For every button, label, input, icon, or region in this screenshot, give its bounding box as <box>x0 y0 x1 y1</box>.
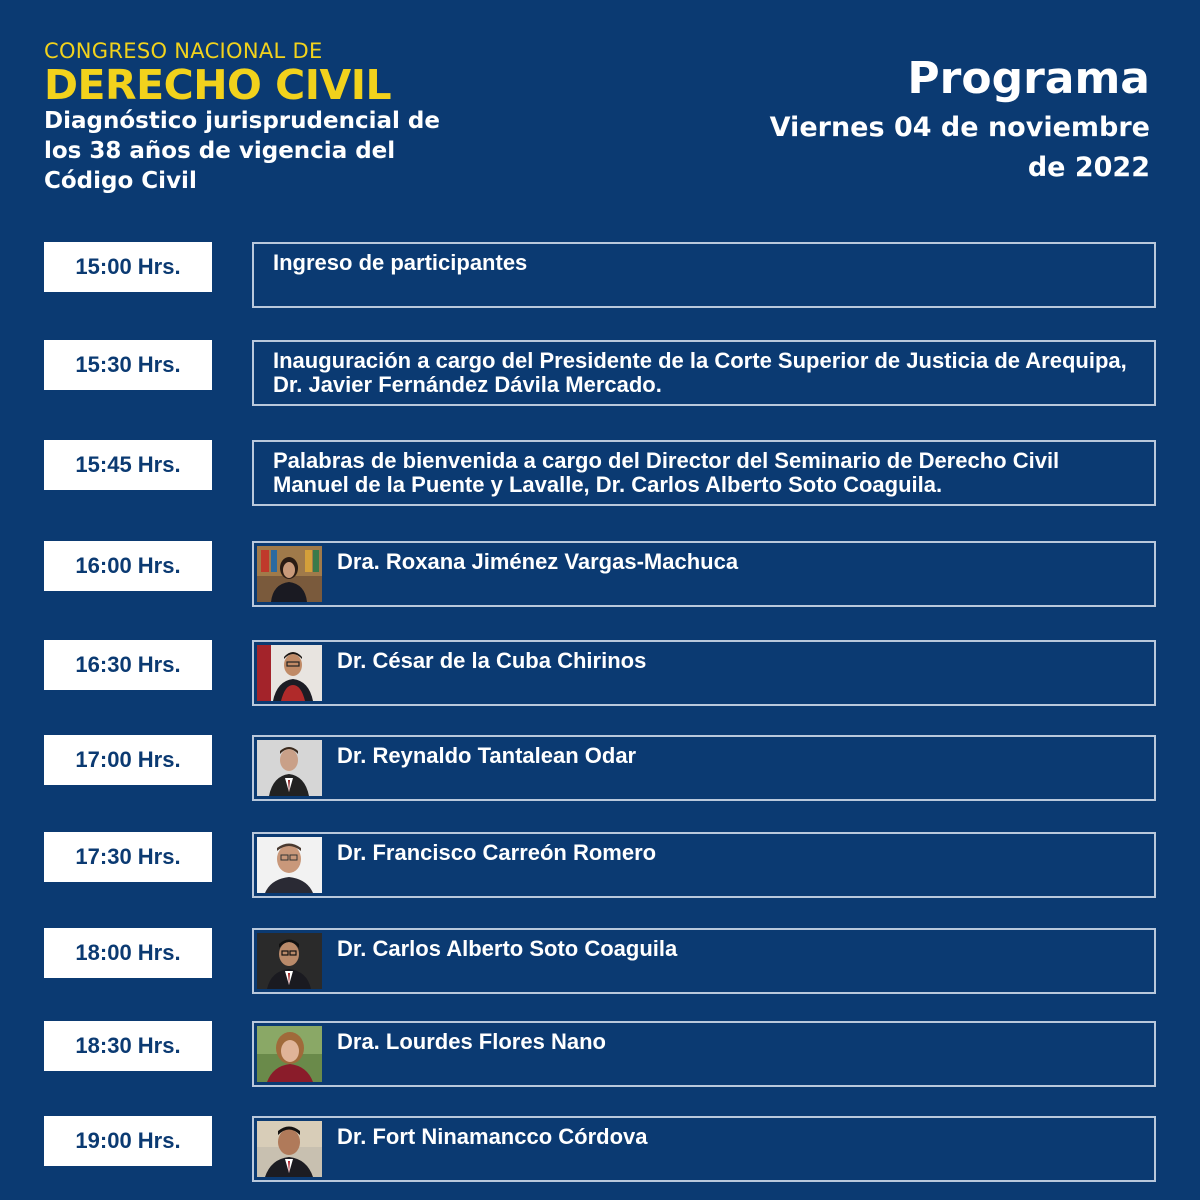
schedule-row <box>0 832 1200 898</box>
time-badge: 18:30 Hrs. <box>44 1021 212 1071</box>
time-badge: 16:00 Hrs. <box>44 541 212 591</box>
program-date-line1: Viernes 04 de noviembre <box>769 112 1150 143</box>
event-box <box>252 541 1156 607</box>
schedule-row <box>0 928 1200 994</box>
event-box <box>252 440 1156 506</box>
speaker-name: Dra. Lourdes Flores Nano <box>337 1029 606 1054</box>
speaker-photo <box>257 837 322 893</box>
speaker-name: Dr. Reynaldo Tantalean Odar <box>337 743 637 768</box>
program-header <box>750 52 1150 188</box>
time-badge: 15:30 Hrs. <box>44 340 212 390</box>
schedule-row <box>0 440 1200 506</box>
event-box <box>252 832 1156 898</box>
schedule-row <box>0 735 1200 801</box>
time-badge: 17:30 Hrs. <box>44 832 212 882</box>
speaker-photo <box>257 645 322 701</box>
schedule-row <box>0 541 1200 607</box>
speaker-photo <box>257 546 322 602</box>
event-box <box>252 640 1156 706</box>
program-title: Programa <box>907 53 1150 104</box>
event-text: Inauguración a cargo del Presidente de la Corte Superior de Justicia de Arequipa, Dr. Javier Fernández Dávila Mercado. <box>273 348 1127 397</box>
time-badge: 17:00 Hrs. <box>44 735 212 785</box>
speaker-name: Dr. César de la Cuba Chirinos <box>337 648 647 673</box>
congress-subtitle: Diagnóstico jurisprudencial de los 38 años de vigencia del Código Civil <box>44 108 440 194</box>
event-box <box>252 1021 1156 1087</box>
congress-title: DERECHO CIVIL <box>44 61 392 109</box>
schedule-row <box>0 640 1200 706</box>
speaker-photo <box>257 933 322 989</box>
event-text: Palabras de bienvenida a cargo del Director del Seminario de Derecho Civil Manuel de la Puente y Lavalle, Dr. Carlos Alberto Soto Coaguila. <box>273 448 1060 497</box>
event-header <box>44 38 464 196</box>
program-date <box>750 108 1150 188</box>
speaker-name: Dr. Francisco Carreón Romero <box>337 840 657 865</box>
speaker-photo <box>257 1121 322 1177</box>
event-box <box>252 928 1156 994</box>
speaker-name: Dra. Roxana Jiménez Vargas-Machuca <box>337 549 739 574</box>
event-box <box>252 1116 1156 1182</box>
time-badge: 16:30 Hrs. <box>44 640 212 690</box>
schedule-row <box>0 242 1200 308</box>
speaker-name: Dr. Carlos Alberto Soto Coaguila <box>337 936 678 961</box>
schedule-row <box>0 1021 1200 1087</box>
event-box <box>252 735 1156 801</box>
event-box <box>252 340 1156 406</box>
speaker-name: Dr. Fort Ninamancco Córdova <box>337 1124 648 1149</box>
event-text: Ingreso de participantes <box>273 250 528 275</box>
program-date-line2: de 2022 <box>1027 152 1150 183</box>
time-badge: 19:00 Hrs. <box>44 1116 212 1166</box>
congress-kicker: CONGRESO NACIONAL DE <box>44 39 323 63</box>
time-badge: 18:00 Hrs. <box>44 928 212 978</box>
time-badge: 15:00 Hrs. <box>44 242 212 292</box>
schedule-row <box>0 340 1200 406</box>
schedule-row <box>0 1116 1200 1182</box>
event-box <box>252 242 1156 308</box>
speaker-photo <box>257 740 322 796</box>
time-badge: 15:45 Hrs. <box>44 440 212 490</box>
speaker-photo <box>257 1026 322 1082</box>
